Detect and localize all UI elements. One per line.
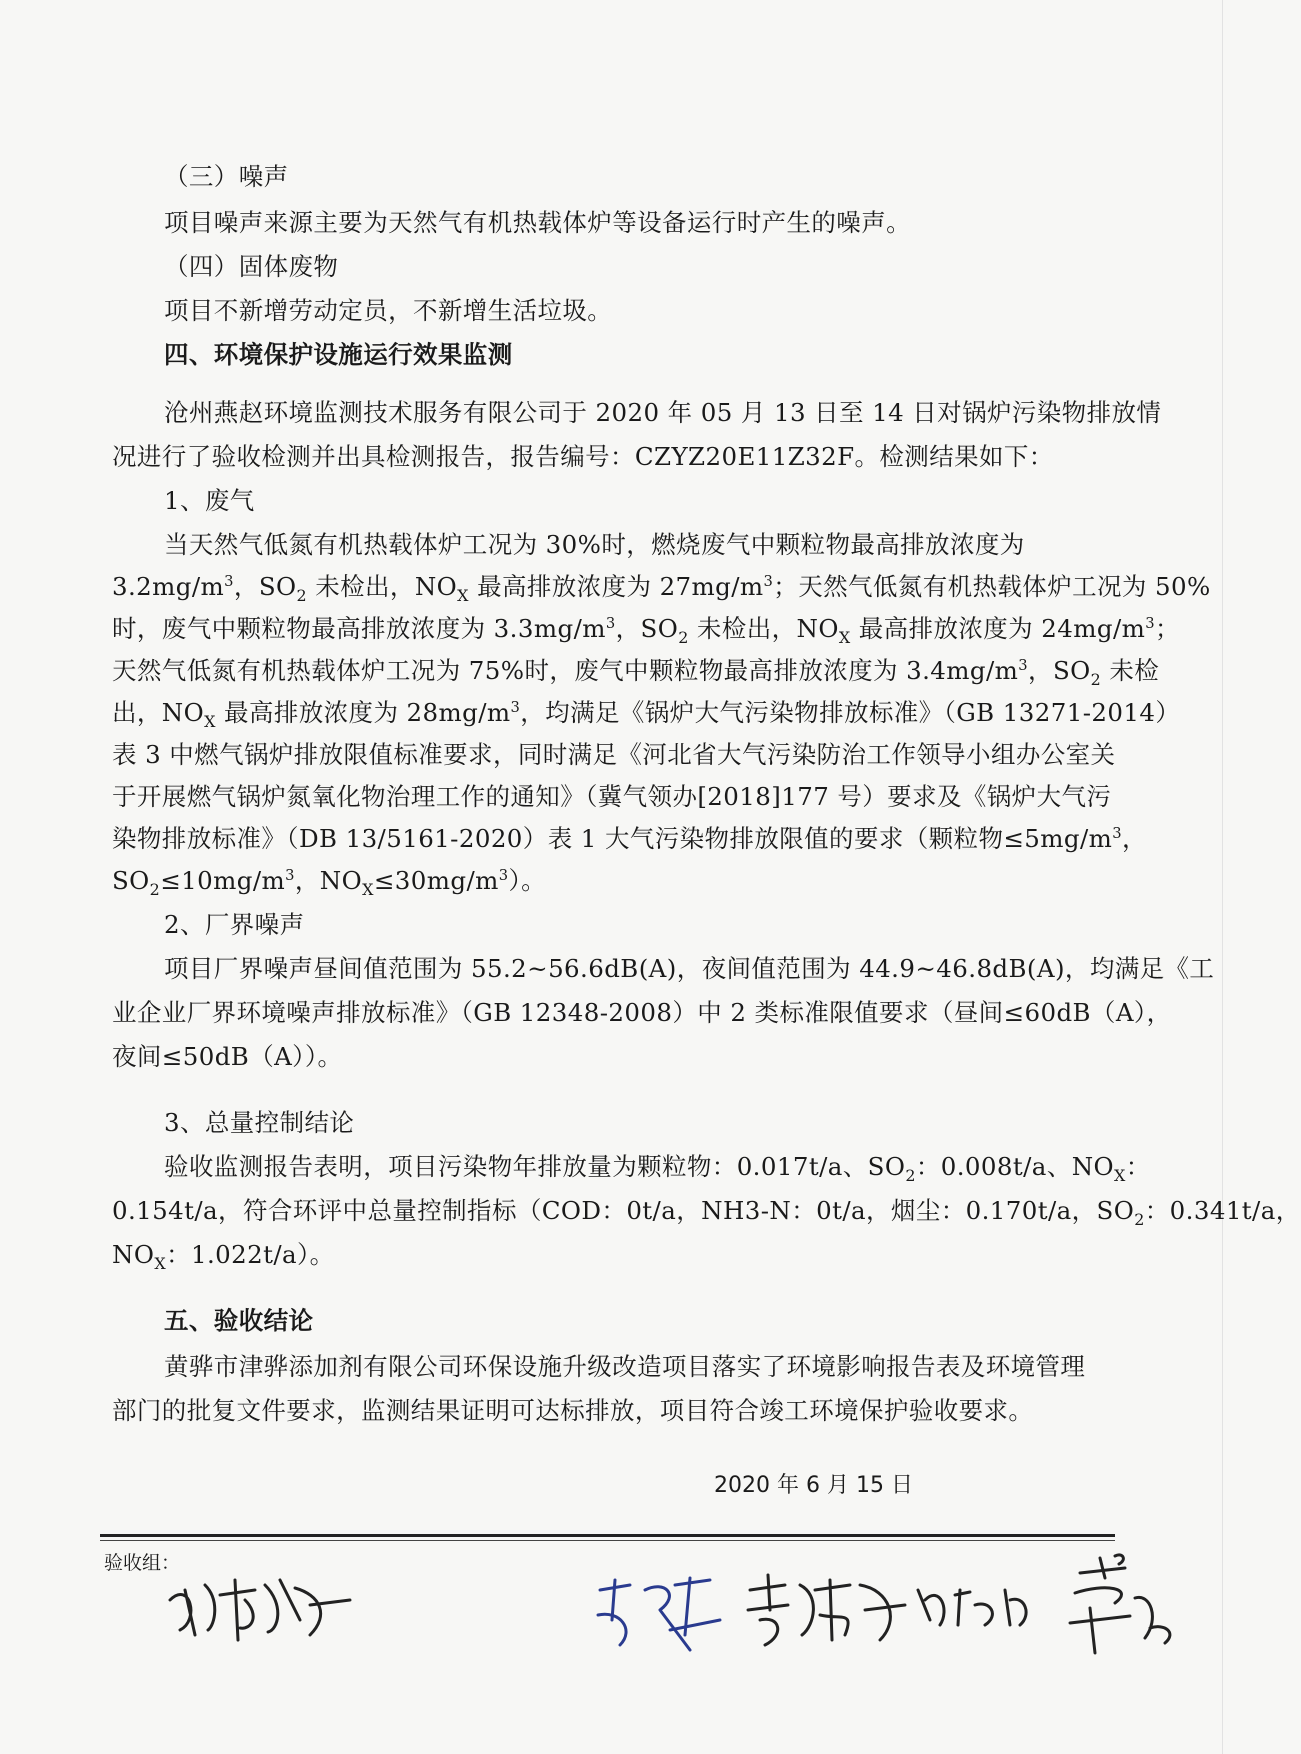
conclusion-line-1: 黄骅市津骅添加剂有限公司环保设施升级改造项目落实了环境影响报告表及环境管理 <box>164 1352 1086 1381</box>
gas-line-8: 染物排放标准》（DB 13/5161-2020）表 1 大气污染物排放限值的要求（颗粒物$\le 5mg/m^3$， <box>112 824 1147 853</box>
footer-rule-thin <box>100 1540 1115 1541</box>
scan-edge <box>1222 0 1223 1754</box>
section-3-body: 项目噪声来源主要为天然气有机热载体炉等设备运行时产生的噪声。 <box>164 208 911 237</box>
gas-line-4: 天然气低氮有机热载体炉工况为 75%时，废气中颗粒物最高排放浓度为 $3.4mg/m^3$，$SO_2$ 未检 <box>112 656 1160 689</box>
gas-line-3: 时，废气中颗粒物最高排放浓度为 $3.3mg/m^3$，$SO_2$ 未检出，$NO_X$ 最高排放浓度为 $24mg/m^3$； <box>112 614 1180 647</box>
gas-line-6: 表 3 中燃气锅炉排放限值标准要求，同时满足《河北省大气污染防治工作领导小组办公室关 <box>112 740 1116 769</box>
section-4-title: （四）固体废物 <box>164 252 339 281</box>
signature-1 <box>160 1560 360 1650</box>
gas-line-1: 当天然气低氮有机热载体炉工况为 30%时，燃烧废气中颗粒物最高排放浓度为 <box>164 530 1025 559</box>
gas-line-7: 于开展燃气锅炉氮氧化物治理工作的通知》（冀气领办[2018]177 号）要求及《锅炉大气污 <box>112 782 1112 811</box>
gas-line-2: $3.2mg/m^3$，$SO_2$ 未检出，$NO_X$ 最高排放浓度为 $27mg/m^3$；天然气低氮有机热载体炉工况为 50% <box>112 572 1211 605</box>
heading-5: 五、验收结论 <box>164 1306 314 1335</box>
section-4-body: 项目不新增劳动定员，不新增生活垃圾。 <box>164 296 613 325</box>
heading-4: 四、环境保护设施运行效果监测 <box>164 340 513 369</box>
footer-rule <box>100 1534 1115 1537</box>
intro-line-1: 沧州燕赵环境监测技术服务有限公司于 2020 年 05 月 13 日至 14 日对锅炉污染物排放情 <box>164 398 1162 427</box>
total-line-1: 验收监测报告表明，项目污染物年排放量为颗粒物：0.017t/a、$SO_2$：0.008t/a、$NO_X$： <box>164 1152 1151 1185</box>
intro-line-2: 况进行了验收检测并出具检测报告，报告编号：CZYZ20E11Z32F。检测结果如下： <box>112 442 1054 471</box>
section-3-title: （三）噪声 <box>164 162 289 191</box>
signature-2 <box>590 1560 730 1660</box>
noise-line-2: 业企业厂界环境噪声排放标准》（GB 12348-2008）中 2 类标准限值要求（昼间≤60dB（A）， <box>112 998 1172 1027</box>
report-date: 2020 年 6 月 15 日 <box>714 1473 913 1498</box>
gas-line-9: $SO_2\le 10mg/m^3$，$NO_X\le 30mg/m^3$）。 <box>112 866 547 899</box>
signature-3 <box>740 1565 910 1655</box>
subheading-noise: 2、厂界噪声 <box>164 910 305 939</box>
noise-line-3: 夜间≤50dB（A））。 <box>112 1042 343 1071</box>
subheading-total: 3、总量控制结论 <box>164 1108 355 1137</box>
acceptance-group-label: 验收组： <box>104 1552 181 1574</box>
signature-4 <box>910 1570 1040 1640</box>
total-line-3: $NO_X$：1.022t/a）。 <box>112 1240 335 1273</box>
noise-line-1: 项目厂界噪声昼间值范围为 55.2~56.6dB(A)，夜间值范围为 44.9~46.8dB(A)，均满足《工 <box>164 954 1215 983</box>
conclusion-line-2: 部门的批复文件要求，监测结果证明可达标排放，项目符合竣工环境保护验收要求。 <box>112 1396 1034 1425</box>
gas-line-5: 出，$NO_X$ 最高排放浓度为 $28mg/m^3$，均满足《锅炉大气污染物排放标准》（GB 13271-2014） <box>112 698 1181 731</box>
signature-5 <box>1055 1548 1185 1658</box>
total-line-2: 0.154t/a，符合环评中总量控制指标（COD：0t/a，NH3-N：0t/a，烟尘：0.170t/a，$SO_2$：0.341t/a， <box>112 1196 1301 1229</box>
subheading-gas: 1、废气 <box>164 486 255 515</box>
